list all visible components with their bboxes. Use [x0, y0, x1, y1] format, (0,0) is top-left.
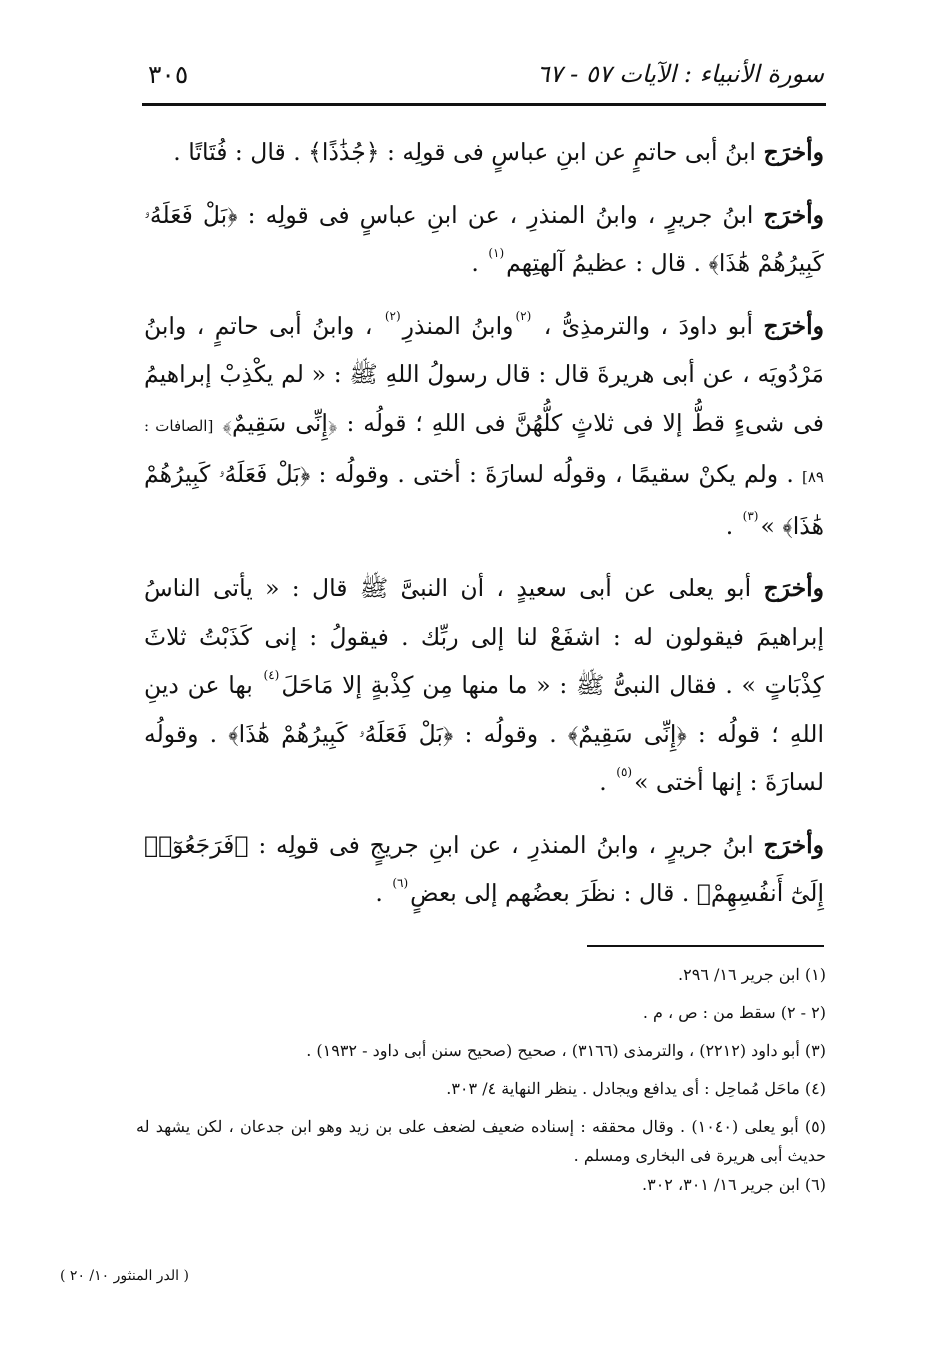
paragraph-3	[144, 302, 824, 551]
paragraph-text: ، وابنُ أبى حاتمٍ ، وابنُ مَرْدُويَه ، عن أبى هريرةَ قال : قال رسولُ اللهِ ﷺ : « لم يكْذِبْ إبراهيمُ فى شىءٍ قطُّ إلا فى ثلاثٍ كلُّهُنَّ فى اللهِ ؛ قولُه : ﴿إِنِّى سَقِيمٌ﴾	[144, 311, 824, 437]
paragraph-text: بها عن دينِ اللهِ ؛ قولُه : ﴿إِنِّى سَقِيمٌ﴾ . وقولُه : ﴿بَلْ فَعَلَهُۥ كَبِيرُهُمْ هَٰذَا﴾ . وقولُه لسارَةَ : إنها أختى »	[144, 671, 824, 796]
verse-reference: [الصافات : ٨٩]	[144, 416, 824, 486]
footnote-marker: (١)	[488, 246, 505, 260]
source-reference: ( الدر المنثور ١٠/ ٢٠ )	[60, 1268, 189, 1284]
footnote-1: (١) ابن جرير ١٦/ ٢٩٦.	[678, 965, 826, 984]
main-text	[144, 128, 824, 932]
paragraph-text: ابنُ جريرٍ ، وابنُ المنذرِ ، عن ابنِ عباسٍ فى قولِه : ﴿بَلْ فَعَلَهُۥ كَبِيرُهُمْ هَٰذَا﴾ . قال : عظيمُ آلهتِهم	[144, 200, 824, 277]
paragraph-end: .	[375, 879, 383, 907]
paragraph-5	[144, 821, 824, 918]
paragraph-lead: وأخرَج	[763, 311, 824, 340]
paragraph-4	[144, 564, 824, 807]
header-rule	[142, 103, 826, 106]
footnotes	[136, 960, 826, 1208]
paragraph-text: ابنُ جريرٍ ، وابنُ المنذرِ ، عن ابنِ جريجٍ فى قولِه : ﴿فَرَجَعُوٓا۟ إِلَىٰٓ أَنفُسِهِمْ﴾ . قال : نظَرَ بعضُهم إلى بعضٍ	[144, 830, 824, 907]
footnote-6: (٦) ابن جرير ١٦/ ٣٠١، ٣٠٢.	[642, 1175, 826, 1194]
footnote-marker: (٦)	[392, 876, 409, 890]
footnote-marker: (٣)	[742, 508, 759, 523]
footnote-4: (٤) ماحَل مُماحِل : أى يدافع ويجادل . ينظر النهاية ٤/ ٣٠٣.	[446, 1079, 826, 1098]
paragraph-text: وابنُ المنذرِ	[402, 311, 514, 340]
footnote-marker: (٢)	[515, 308, 532, 323]
paragraph-lead: وأخرَج	[763, 138, 824, 166]
paragraph-end: .	[725, 511, 734, 540]
footnote-2: (٢ - ٢) سقط من : ص ، م .	[642, 1003, 826, 1022]
paragraph-lead: وأخرَج	[763, 574, 824, 602]
footnote-5: (٥) أبو يعلى (١٠٤٠) . وقال محققه : إسناده ضعيف لضعف على بن زيد وهو ابن جدعان ، لكن يشهد له حديث أبى هريرة فى البخارى ومسلم .	[136, 1117, 827, 1165]
paragraph-end: .	[599, 768, 607, 796]
paragraph-text: . ولم يكنْ سقيمًا ، وقولُه لسارَةَ : أختى . وقولُه : ﴿بَلْ فَعَلَهُۥ كَبِيرُهُمْ هَٰذَا﴾ »	[144, 460, 824, 540]
footnote-marker: (٤)	[263, 668, 280, 682]
page-number: ٣٠٥	[148, 59, 189, 89]
paragraph-end: .	[471, 249, 479, 277]
paragraph-text: أبو يعلى عن أبى سعيدٍ ، أن النبىَّ ﷺ قال : « يأتى الناسُ إبراهيمَ فيقولون له : اشفَعْ لنا إلى ربِّك . فيقولُ : إنى كَذَبْتُ ثلاثَ كِذْبَاتٍ » . فقال النبىُّ ﷺ : « ما منها مِن كِذْبةٍ إلا مَاحَلَ	[144, 574, 824, 699]
footnote-3: (٣) أبو داود (٢٢١٢) ، والترمذى (٣١٦٦) ، صحيح (صحيح سنن أبى داود - ١٩٣٢) .	[306, 1041, 826, 1060]
paragraph-lead: وأخرَج	[763, 200, 824, 229]
paragraph-2	[144, 191, 824, 288]
paragraph-text: ابنُ أبى حاتمٍ عن ابنِ عباسٍ فى قولِه : ﴿جُذَٰذًا﴾ . قال : فُتَاتًا .	[173, 138, 756, 166]
footnote-marker: (٢)	[384, 308, 401, 323]
page-header	[148, 52, 824, 96]
paragraph-text: أبو داودَ ، والترمذِىُّ ،	[543, 311, 753, 340]
footnote-rule	[587, 945, 824, 947]
running-title: سورة الأنبياء : الآيات ٥٧ - ٦٧	[536, 60, 824, 88]
footnote-marker: (٥)	[616, 765, 633, 779]
paragraph-1	[144, 128, 824, 177]
paragraph-lead: وأخرَج	[763, 830, 824, 859]
